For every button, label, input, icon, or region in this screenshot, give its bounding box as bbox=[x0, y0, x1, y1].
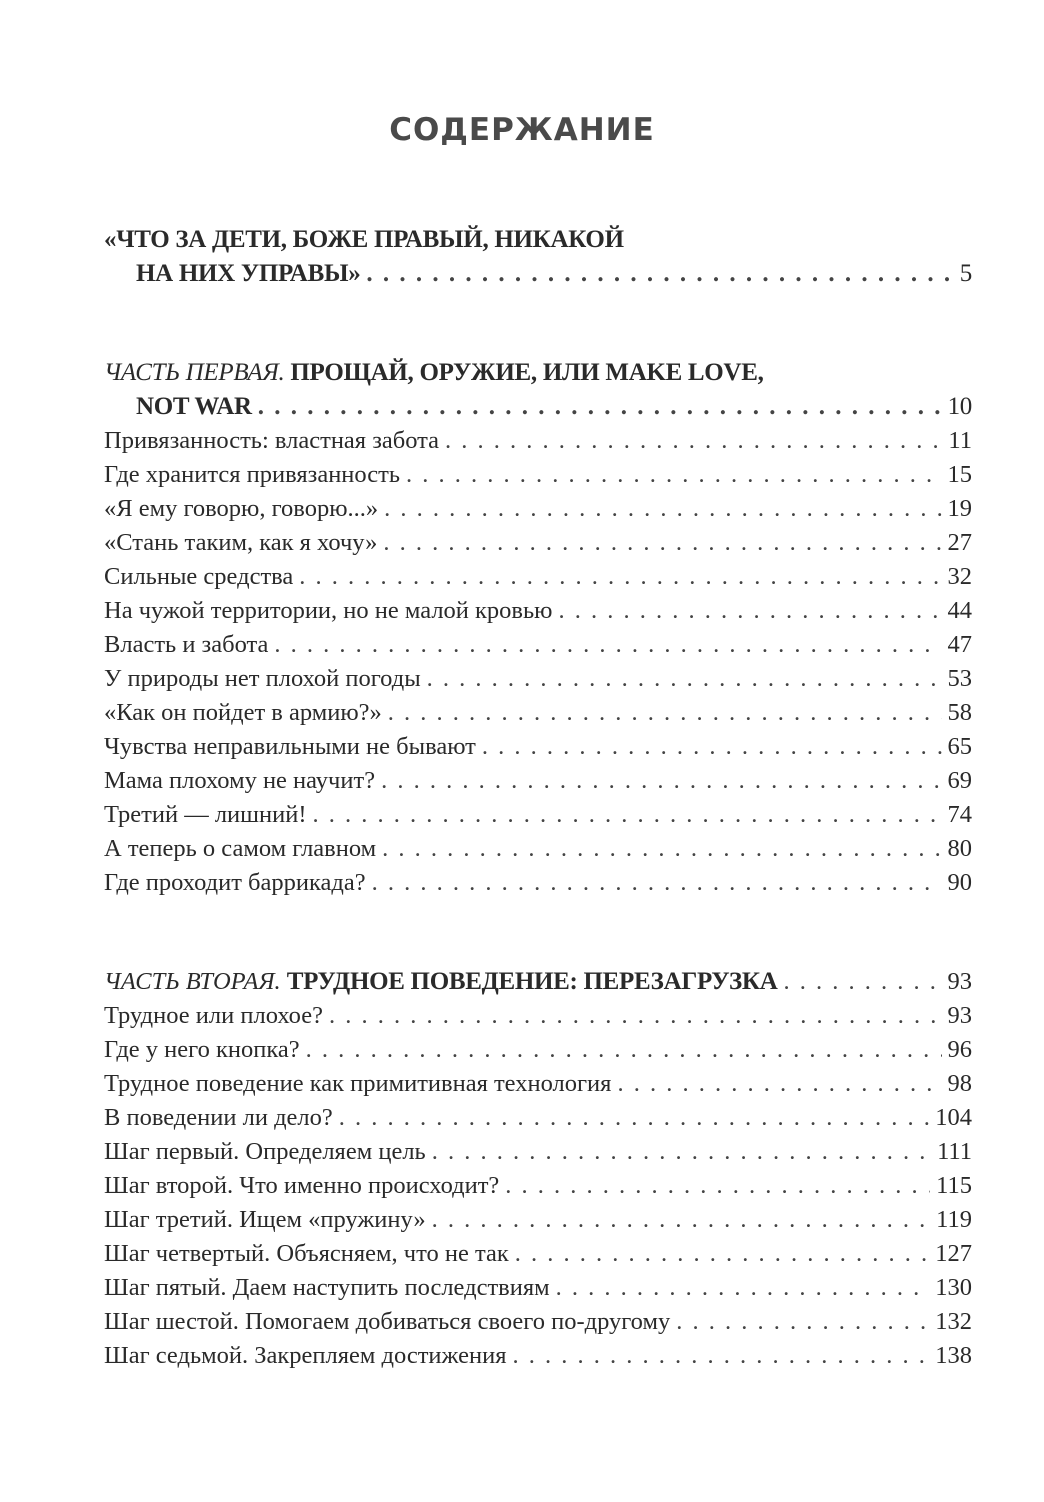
dot-leader bbox=[339, 1101, 929, 1135]
entry-title: «Стань таким, как я хочу» bbox=[104, 529, 378, 556]
entry-title: «Я ему говорю, говорю...» bbox=[104, 495, 379, 522]
dot-leader bbox=[432, 1135, 931, 1169]
page-number: 19 bbox=[947, 495, 972, 522]
page-number: 5 bbox=[959, 260, 972, 287]
entry-title: Трудное или плохое? bbox=[104, 1002, 323, 1029]
toc-entry bbox=[104, 390, 972, 424]
entry-title: Где у него кнопка? bbox=[104, 1036, 300, 1063]
entry-title: Сильные средства bbox=[104, 563, 294, 590]
page-number: 132 bbox=[935, 1308, 972, 1335]
entry-title: Власть и забота bbox=[104, 631, 269, 658]
toc-entry bbox=[104, 662, 972, 696]
entry-title: В поведении ли дело? bbox=[104, 1104, 333, 1131]
toc-entry bbox=[104, 1271, 972, 1305]
toc-entry bbox=[104, 424, 972, 458]
entry-title: Шаг седьмой. Закрепляем достижения bbox=[104, 1342, 507, 1369]
intro-title: «ЧТО ЗА ДЕТИ, БОЖЕ ПРАВЫЙ, НИКАКОЙ bbox=[104, 226, 624, 253]
dot-leader bbox=[299, 560, 941, 594]
toc-entry bbox=[104, 1169, 972, 1203]
dot-leader bbox=[388, 696, 942, 730]
dot-leader bbox=[381, 764, 941, 798]
page-number: 119 bbox=[936, 1206, 972, 1233]
toc-entry bbox=[104, 764, 972, 798]
entry-title: Шаг четвертый. Объясняем, что не так bbox=[104, 1240, 509, 1267]
toc-entry bbox=[104, 1339, 972, 1373]
toc-entry bbox=[104, 965, 972, 999]
toc-entry bbox=[104, 832, 972, 866]
page-number: 11 bbox=[948, 427, 972, 454]
toc-entry bbox=[104, 1067, 972, 1101]
page-number: 10 bbox=[947, 393, 972, 420]
toc-entry bbox=[104, 1203, 972, 1237]
page-number: 98 bbox=[947, 1070, 972, 1097]
dot-leader bbox=[258, 390, 942, 424]
dot-leader bbox=[556, 1271, 930, 1305]
page-number: 90 bbox=[947, 869, 972, 896]
toc-entry bbox=[104, 1135, 972, 1169]
dot-leader bbox=[676, 1305, 929, 1339]
entry-title: Шаг шестой. Помогаем добиваться своего по-другому bbox=[104, 1308, 671, 1335]
page-number: 74 bbox=[947, 801, 972, 828]
entry-title: Шаг третий. Ищем «пружину» bbox=[104, 1206, 426, 1233]
dot-leader bbox=[513, 1339, 930, 1373]
page-number: 130 bbox=[935, 1274, 972, 1301]
page-number: 58 bbox=[947, 699, 972, 726]
page-number: 115 bbox=[936, 1172, 972, 1199]
page-number: 127 bbox=[935, 1240, 972, 1267]
entry-title: Шаг пятый. Даем наступить последствиям bbox=[104, 1274, 550, 1301]
page-title: СОДЕРЖАНИЕ bbox=[389, 112, 655, 148]
dot-leader bbox=[382, 832, 941, 866]
dot-leader bbox=[329, 999, 942, 1033]
entry-title: Шаг второй. Что именно происходит? bbox=[104, 1172, 500, 1199]
page-number: 27 bbox=[947, 529, 972, 556]
entry-title: У природы нет плохой погоды bbox=[104, 665, 421, 692]
toc-entry bbox=[104, 1101, 972, 1135]
entry-title: А теперь о самом главном bbox=[104, 835, 377, 862]
page-number: 32 bbox=[947, 563, 972, 590]
entry-title: Трудное поведение как примитивная технология bbox=[104, 1070, 612, 1097]
intro-heading-line1 bbox=[104, 223, 972, 257]
page-number: 93 bbox=[947, 1002, 972, 1029]
part2-section bbox=[104, 965, 972, 1373]
dot-leader bbox=[427, 662, 942, 696]
page-number: 96 bbox=[947, 1036, 972, 1063]
entry-title: На чужой территории, но не малой кровью bbox=[104, 597, 553, 624]
dot-leader bbox=[383, 526, 941, 560]
dot-leader bbox=[313, 798, 942, 832]
part1-section bbox=[104, 356, 972, 900]
dot-leader bbox=[784, 965, 942, 999]
toc-entry bbox=[104, 257, 972, 291]
toc-entry bbox=[104, 492, 972, 526]
page-number: 47 bbox=[947, 631, 972, 658]
page-number: 69 bbox=[947, 767, 972, 794]
toc-entry bbox=[104, 458, 972, 492]
entry-title: «Как он пойдет в армию?» bbox=[104, 699, 382, 726]
page-number: 93 bbox=[947, 968, 972, 995]
toc-entry bbox=[104, 1033, 972, 1067]
entry-title: Где хранится привязанность bbox=[104, 461, 401, 488]
part-title: ПРОЩАЙ, ОРУЖИЕ, ИЛИ MAKE LOVE, bbox=[290, 359, 764, 386]
page-number: 44 bbox=[947, 597, 972, 624]
toc-entry bbox=[104, 594, 972, 628]
dot-leader bbox=[445, 424, 942, 458]
page-number: 138 bbox=[935, 1342, 972, 1369]
dot-leader bbox=[558, 594, 941, 628]
page-number: 104 bbox=[935, 1104, 972, 1131]
dot-leader bbox=[372, 866, 942, 900]
dot-leader bbox=[406, 458, 941, 492]
toc-entry bbox=[104, 696, 972, 730]
toc-entry bbox=[104, 866, 972, 900]
dot-leader bbox=[482, 730, 942, 764]
toc-entry bbox=[104, 560, 972, 594]
entry-title: Шаг первый. Определяем цель bbox=[104, 1138, 426, 1165]
entry-title: НА НИХ УПРАВЫ» bbox=[136, 260, 361, 287]
part-title: ТРУДНОЕ ПОВЕДЕНИЕ: ПЕРЕЗАГРУЗКА bbox=[286, 968, 778, 995]
part-label: ЧАСТЬ ВТОРАЯ. bbox=[104, 968, 281, 995]
toc-entry bbox=[104, 1305, 972, 1339]
page-number: 65 bbox=[947, 733, 972, 760]
toc-entry bbox=[104, 526, 972, 560]
entry-title: Где проходит баррикада? bbox=[104, 869, 366, 896]
dot-leader bbox=[617, 1067, 941, 1101]
dot-leader bbox=[432, 1203, 931, 1237]
toc-entry bbox=[104, 628, 972, 662]
dot-leader bbox=[366, 257, 953, 291]
page-number: 53 bbox=[947, 665, 972, 692]
toc-entry bbox=[104, 999, 972, 1033]
page-number: 15 bbox=[947, 461, 972, 488]
toc-entry bbox=[104, 798, 972, 832]
entry-title: Привязанность: властная забота bbox=[104, 427, 440, 454]
part-label: ЧАСТЬ ПЕРВАЯ. bbox=[104, 359, 285, 386]
dot-leader bbox=[505, 1169, 930, 1203]
page-number: 111 bbox=[937, 1138, 972, 1165]
entry-title: Чувства неправильными не бывают bbox=[104, 733, 476, 760]
part1-heading bbox=[104, 356, 972, 390]
dot-leader bbox=[515, 1237, 929, 1271]
intro-section bbox=[104, 223, 972, 291]
entry-title: NOT WAR bbox=[136, 393, 252, 420]
dot-leader bbox=[274, 628, 941, 662]
entry-title: Мама плохому не научит? bbox=[104, 767, 376, 794]
toc-entry bbox=[104, 730, 972, 764]
dot-leader bbox=[384, 492, 941, 526]
page-number: 80 bbox=[947, 835, 972, 862]
dot-leader bbox=[306, 1033, 942, 1067]
toc-entry bbox=[104, 1237, 972, 1271]
entry-title: Третий — лишний! bbox=[104, 801, 307, 828]
